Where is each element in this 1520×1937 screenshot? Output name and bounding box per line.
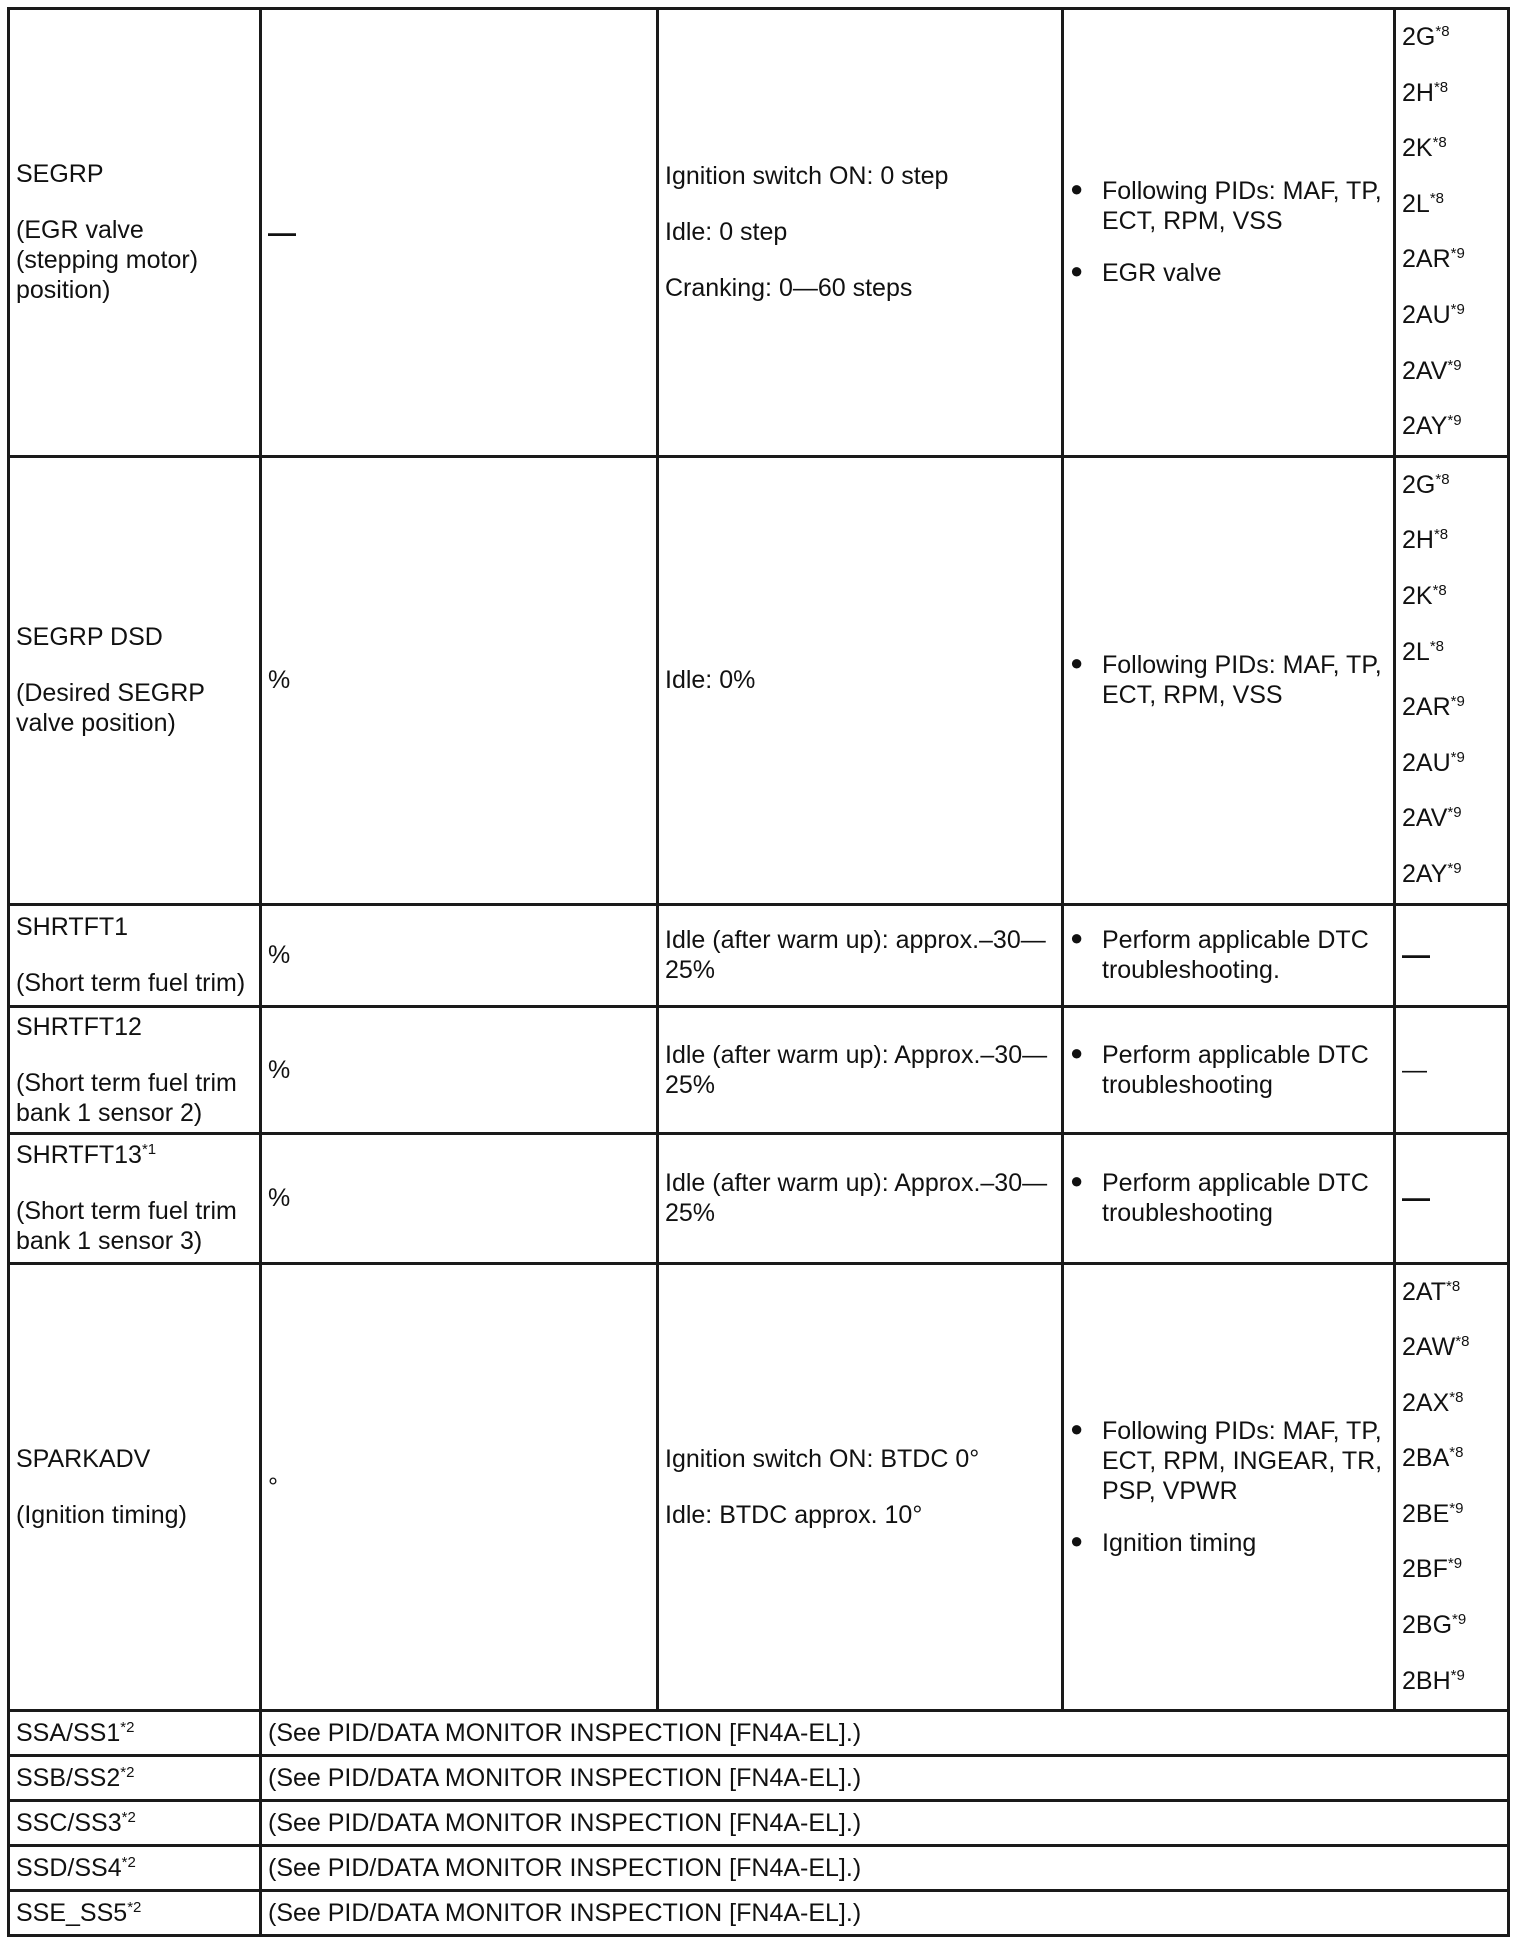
condition-line: Idle: 0 step [665, 218, 788, 247]
unit-value: % [268, 1055, 291, 1084]
reference-cell [1395, 1006, 1509, 1133]
reference-code: 2BF$^{*9}$ [1402, 1555, 1463, 1584]
table-row-ssc-ss3 [9, 1801, 1509, 1846]
pid-name: SSD/SS4 [16, 1854, 122, 1883]
reference-code: 2AY$^{*9}$ [1402, 859, 1462, 888]
reference-code: 2AV$^{*9}$ [1402, 804, 1462, 833]
pid-cell [9, 1711, 261, 1756]
reference-cell [1395, 904, 1509, 1006]
pid-cell [9, 9, 261, 457]
pid-cell [9, 1756, 261, 1801]
footnote-marker: *2 [121, 1809, 136, 1827]
condition-line: Idle (after warm up): Approx.–30—25% [665, 1169, 1048, 1227]
see-reference-text: (See PID/DATA MONITOR INSPECTION [FN4A-EL].) [268, 1809, 862, 1838]
action-cell [1063, 1006, 1395, 1133]
action-item: ● Following PIDs: MAF, TP, ECT, RPM, VSS [1102, 176, 1387, 236]
reference-cell [1395, 9, 1509, 457]
pid-description: (Desired SEGRP valve position) [16, 679, 205, 738]
table-row-sse-ss5 [9, 1891, 1509, 1936]
see-reference-text: (See PID/DATA MONITOR INSPECTION [FN4A-EL].) [268, 1764, 862, 1793]
reference-code: 2AU$^{*9}$ [1402, 300, 1465, 329]
reference-code: $2L^{*8}$ [1402, 189, 1444, 218]
table-row-ssa-ss1 [9, 1711, 1509, 1756]
footnote-marker: *2 [120, 1764, 135, 1782]
footnote-marker: *2 [121, 1854, 136, 1872]
reference-none: — [1402, 939, 1430, 971]
pid-cell [9, 1891, 261, 1936]
unit-cell [261, 1263, 658, 1711]
reference-code: 2BH$^{*9}$ [1402, 1666, 1465, 1695]
table-row-segrp-dsd [9, 456, 1509, 904]
table-row-ssd-ss4 [9, 1846, 1509, 1891]
pid-name: SHRTFT1 [16, 913, 129, 941]
pid-cell [9, 1006, 261, 1133]
action-cell [1063, 9, 1395, 457]
condition-cell [658, 1006, 1063, 1133]
action-cell [1063, 904, 1395, 1006]
reference-code: 2AR$^{*9}$ [1402, 245, 1465, 274]
pid-name: SHRTFT13$^{*1}$ [16, 1141, 157, 1169]
reference-cell [1395, 456, 1509, 904]
reference-code: 2AW$^{*8}$ [1402, 1333, 1470, 1362]
reference-code: $2H^{*8}$ [1402, 526, 1449, 555]
see-reference-cell [261, 1756, 1509, 1801]
unit-value: % [268, 941, 291, 969]
footnote-marker: *2 [120, 1719, 135, 1737]
action-cell [1063, 1263, 1395, 1711]
unit-cell [261, 9, 658, 457]
condition-line: Idle (after warm up): approx.–30—25% [665, 926, 1046, 984]
unit-value: — [268, 216, 296, 248]
pid-description: (Ignition timing) [16, 1500, 187, 1529]
reference-cell [1395, 1263, 1509, 1711]
action-item: ● Perform applicable DTC troubleshooting. [1102, 925, 1387, 985]
reference-code: 2BG$^{*9}$ [1402, 1611, 1467, 1640]
reference-code: $2K^{*8}$ [1402, 581, 1447, 610]
see-reference-cell [261, 1846, 1509, 1891]
pid-name: SEGRP DSD [16, 623, 163, 652]
reference-code: 2AT$^{*8}$ [1402, 1277, 1461, 1306]
table-row-ssb-ss2 [9, 1756, 1509, 1801]
footnote-marker: *1 [141, 1141, 157, 1158]
pid-name: SSA/SS1 [16, 1719, 121, 1748]
condition-line: Idle (after warm up): Approx.–30—25% [665, 1040, 1048, 1099]
pid-description: (Short term fuel trim bank 1 sensor 2) [16, 1068, 237, 1127]
condition-cell [658, 1263, 1063, 1711]
see-reference-text: (See PID/DATA MONITOR INSPECTION [FN4A-EL].) [268, 1719, 862, 1748]
pid-name: SEGRP [16, 160, 104, 189]
see-reference-cell [261, 1891, 1509, 1936]
action-item: ● Ignition timing [1102, 1528, 1387, 1558]
reference-code: 2AU$^{*9}$ [1402, 748, 1465, 777]
see-reference-text: (See PID/DATA MONITOR INSPECTION [FN4A-EL].) [268, 1899, 862, 1928]
condition-cell [658, 1133, 1063, 1263]
condition-cell [658, 9, 1063, 457]
reference-code: $2G^{*8}$ [1402, 23, 1450, 51]
reference-code: $2K^{*8}$ [1402, 134, 1447, 163]
unit-value: % [268, 1184, 291, 1212]
reference-code: 2BE$^{*9}$ [1402, 1499, 1464, 1528]
unit-value: ° [268, 1472, 278, 1501]
action-item: ● Following PIDs: MAF, TP, ECT, RPM, INGEAR, TR, PSP, VPWR [1102, 1416, 1387, 1506]
see-reference-cell [261, 1801, 1509, 1846]
pid-description: (Short term fuel trim) [16, 969, 246, 997]
unit-cell [261, 456, 658, 904]
condition-line: Idle: 0% [665, 666, 756, 695]
pid-cell [9, 456, 261, 904]
pid-cell [9, 904, 261, 1006]
table-row-segrp [9, 9, 1509, 457]
see-reference-text: (See PID/DATA MONITOR INSPECTION [FN4A-EL].) [268, 1854, 862, 1883]
action-cell [1063, 456, 1395, 904]
table-row-shrtft1 [9, 904, 1509, 1006]
pid-cell [9, 1263, 261, 1711]
reference-code: 2AX$^{*8}$ [1402, 1388, 1464, 1417]
reference-code: 2BA$^{*8}$ [1402, 1444, 1464, 1473]
condition-line: Ignition switch ON: 0 step [665, 162, 949, 191]
condition-line: Cranking: 0—60 steps [665, 274, 913, 303]
reference-code: 2AR$^{*9}$ [1402, 693, 1465, 722]
condition-cell [658, 904, 1063, 1006]
action-item: ● Perform applicable DTC troubleshooting [1102, 1168, 1387, 1228]
table-row-sparkadv [9, 1263, 1509, 1711]
condition-cell [658, 456, 1063, 904]
reference-code: $2H^{*8}$ [1402, 78, 1449, 107]
reference-cell [1395, 1133, 1509, 1263]
pid-description: (EGR valve (stepping motor) position) [16, 216, 199, 305]
unit-value: % [268, 666, 291, 695]
action-cell [1063, 1133, 1395, 1263]
reference-code: $2L^{*8}$ [1402, 637, 1444, 666]
pid-monitor-table [7, 7, 1510, 1937]
table-row-shrtft12 [9, 1006, 1509, 1133]
reference-code: $2G^{*8}$ [1402, 470, 1450, 499]
pid-cell [9, 1801, 261, 1846]
reference-code: 2AV$^{*9}$ [1402, 356, 1462, 385]
see-reference-cell [261, 1711, 1509, 1756]
condition-line: Ignition switch ON: BTDC 0° [665, 1444, 980, 1473]
action-item: ● Following PIDs: MAF, TP, ECT, RPM, VSS [1102, 650, 1387, 710]
reference-code: 2AY$^{*9}$ [1402, 412, 1462, 441]
pid-name: SHRTFT12 [16, 1012, 142, 1041]
pid-name: SSC/SS3 [16, 1809, 122, 1838]
pid-name: SSE_SS5 [16, 1899, 128, 1928]
pid-cell [9, 1846, 261, 1891]
pid-cell [9, 1133, 261, 1263]
reference-none: — [1402, 1182, 1430, 1214]
condition-line: Idle: BTDC approx. 10° [665, 1500, 923, 1529]
pid-name: SPARKADV [16, 1444, 151, 1473]
footnote-marker: *2 [127, 1899, 142, 1917]
unit-cell [261, 1006, 658, 1133]
unit-cell [261, 904, 658, 1006]
pid-name: SSB/SS2 [16, 1764, 121, 1793]
table-row-shrtft13 [9, 1133, 1509, 1263]
action-item: ● EGR valve [1102, 258, 1387, 288]
pid-description: (Short term fuel trim bank 1 sensor 3) [16, 1197, 237, 1255]
unit-cell [261, 1133, 658, 1263]
action-item: ● Perform applicable DTC troubleshooting [1102, 1040, 1387, 1100]
reference-none: — [1402, 1055, 1427, 1084]
